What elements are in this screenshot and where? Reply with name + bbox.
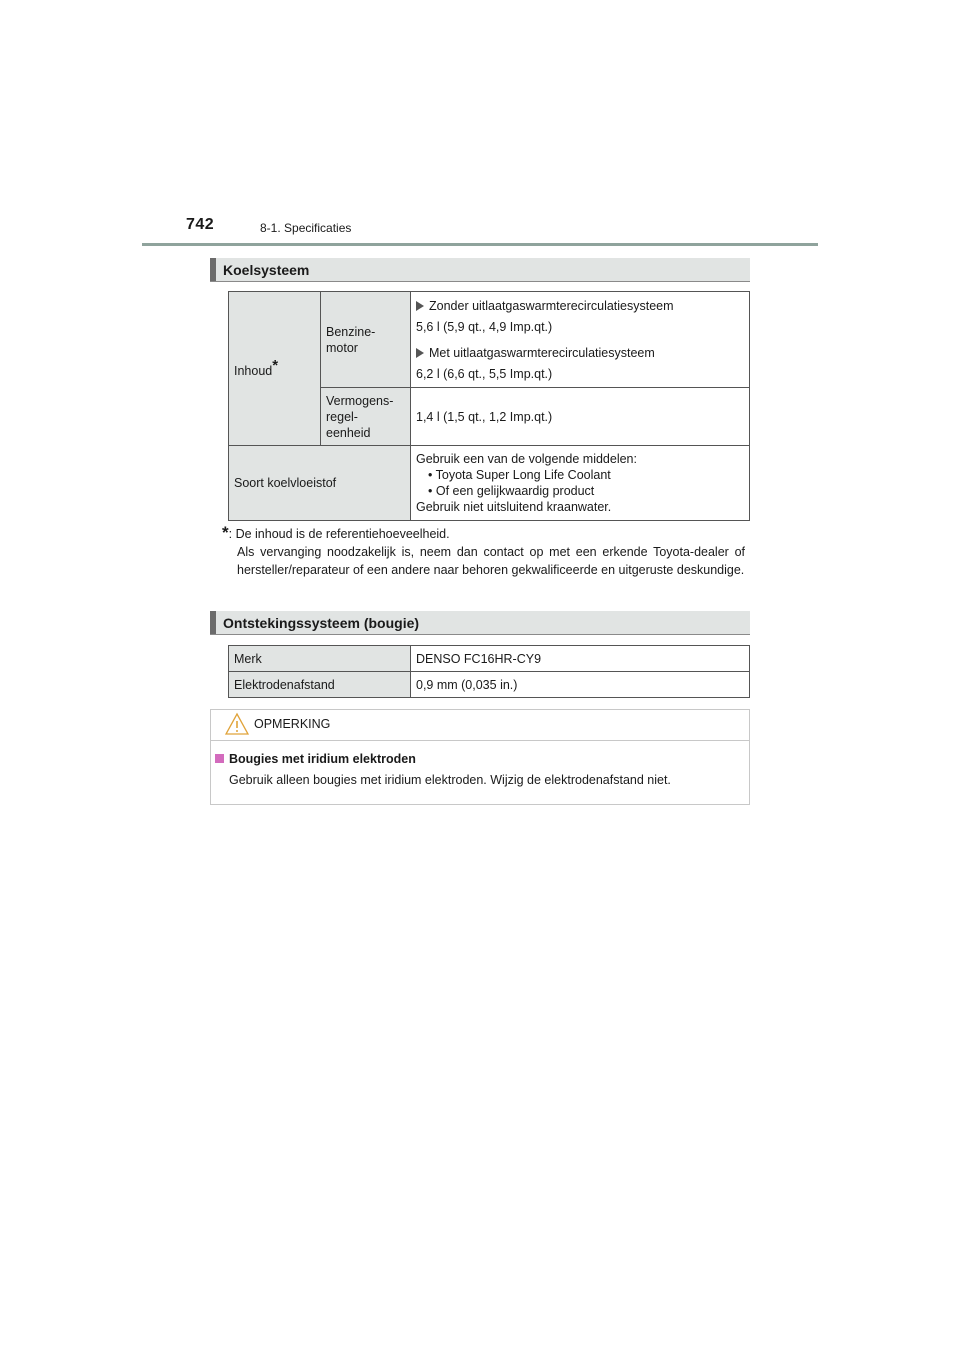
- list-item: • Of een gelijkwaardig product: [428, 484, 595, 498]
- coolant-warning: Gebruik niet uitsluitend kraanwater.: [416, 500, 612, 514]
- capacity-label-cell: [229, 292, 321, 446]
- with-system-value: 6,2 l (6,6 qt., 5,5 Imp.qt.): [416, 366, 553, 381]
- table-row: [229, 292, 750, 388]
- footnote-line-2: Als vervanging noodzakelijk is, neem dan contact op met een erkende Toyota-dealer of hersteller/reparateur of een andere naar behoren gekwalificeerde en uitgeruste deskundige.: [237, 545, 745, 577]
- coolant-option: Of een gelijkwaardig product: [435, 484, 595, 498]
- section-title: Ontstekingssysteem (bougie): [223, 615, 420, 631]
- section-heading-cooling: [210, 258, 750, 282]
- square-bullet-icon: [215, 754, 224, 763]
- coolant-option: Toyota Super Long Life Coolant: [435, 468, 611, 482]
- coolant-intro: Gebruik een van de volgende middelen:: [416, 452, 637, 466]
- pcu-label: Vermogens- regel- eenheid: [321, 388, 411, 446]
- arrow-right-icon: [416, 301, 424, 311]
- coolant-type-label: Soort koelvloeistof: [229, 446, 411, 521]
- section-heading-bar: [210, 611, 216, 634]
- electrode-gap-value: 0,9 mm (0,035 in.): [411, 672, 750, 698]
- breadcrumb: 8-1. Specificaties: [260, 221, 352, 235]
- section-heading-bar: [210, 258, 216, 281]
- notice-subheading: [215, 752, 416, 766]
- footnote: [222, 524, 745, 579]
- cooling-spec-table: [228, 291, 750, 521]
- notice-header: [211, 710, 749, 741]
- notice-label: OPMERKING: [254, 717, 331, 731]
- notice-subheading-text: Bougies met iridium elektroden: [229, 752, 416, 766]
- page-number: 742: [186, 216, 215, 233]
- footnote-line-1: : De inhoud is de referentiehoeveelheid.: [228, 527, 450, 541]
- warning-triangle-icon: [225, 712, 249, 736]
- with-system-label: Met uitlaatgaswarmterecirculatiesysteem: [429, 345, 655, 360]
- brand-value: DENSO FC16HR-CY9: [411, 646, 750, 672]
- gasoline-engine-values: [411, 292, 750, 388]
- pcu-value: 1,4 l (1,5 qt., 1,2 Imp.qt.): [411, 388, 750, 446]
- section-heading-ignition: [210, 611, 750, 635]
- capacity-label: Inhoud: [234, 364, 273, 379]
- table-row: [229, 646, 750, 672]
- electrode-gap-label: Elektrodenafstand: [229, 672, 411, 698]
- table-row: [229, 672, 750, 698]
- footnote-marker: *: [272, 356, 279, 374]
- section-title: Koelsysteem: [223, 262, 310, 278]
- ignition-spec-table: [228, 645, 750, 698]
- notice-box: [210, 709, 750, 805]
- brand-label: Merk: [229, 646, 411, 672]
- without-system-label: Zonder uitlaatgaswarmterecirculatiesysteem: [429, 298, 674, 313]
- gasoline-engine-label: Benzine- motor: [321, 292, 411, 388]
- arrow-right-icon: [416, 348, 424, 358]
- table-row: [229, 446, 750, 521]
- footnote-marker: *: [222, 523, 229, 542]
- list-item: • Toyota Super Long Life Coolant: [428, 468, 611, 482]
- without-system-value: 5,6 l (5,9 qt., 4,9 Imp.qt.): [416, 319, 553, 334]
- header-rule: [142, 243, 818, 246]
- coolant-type-values: [411, 446, 750, 521]
- notice-text: Gebruik alleen bougies met iridium elektroden. Wijzig de elektrodenafstand niet.: [229, 773, 671, 787]
